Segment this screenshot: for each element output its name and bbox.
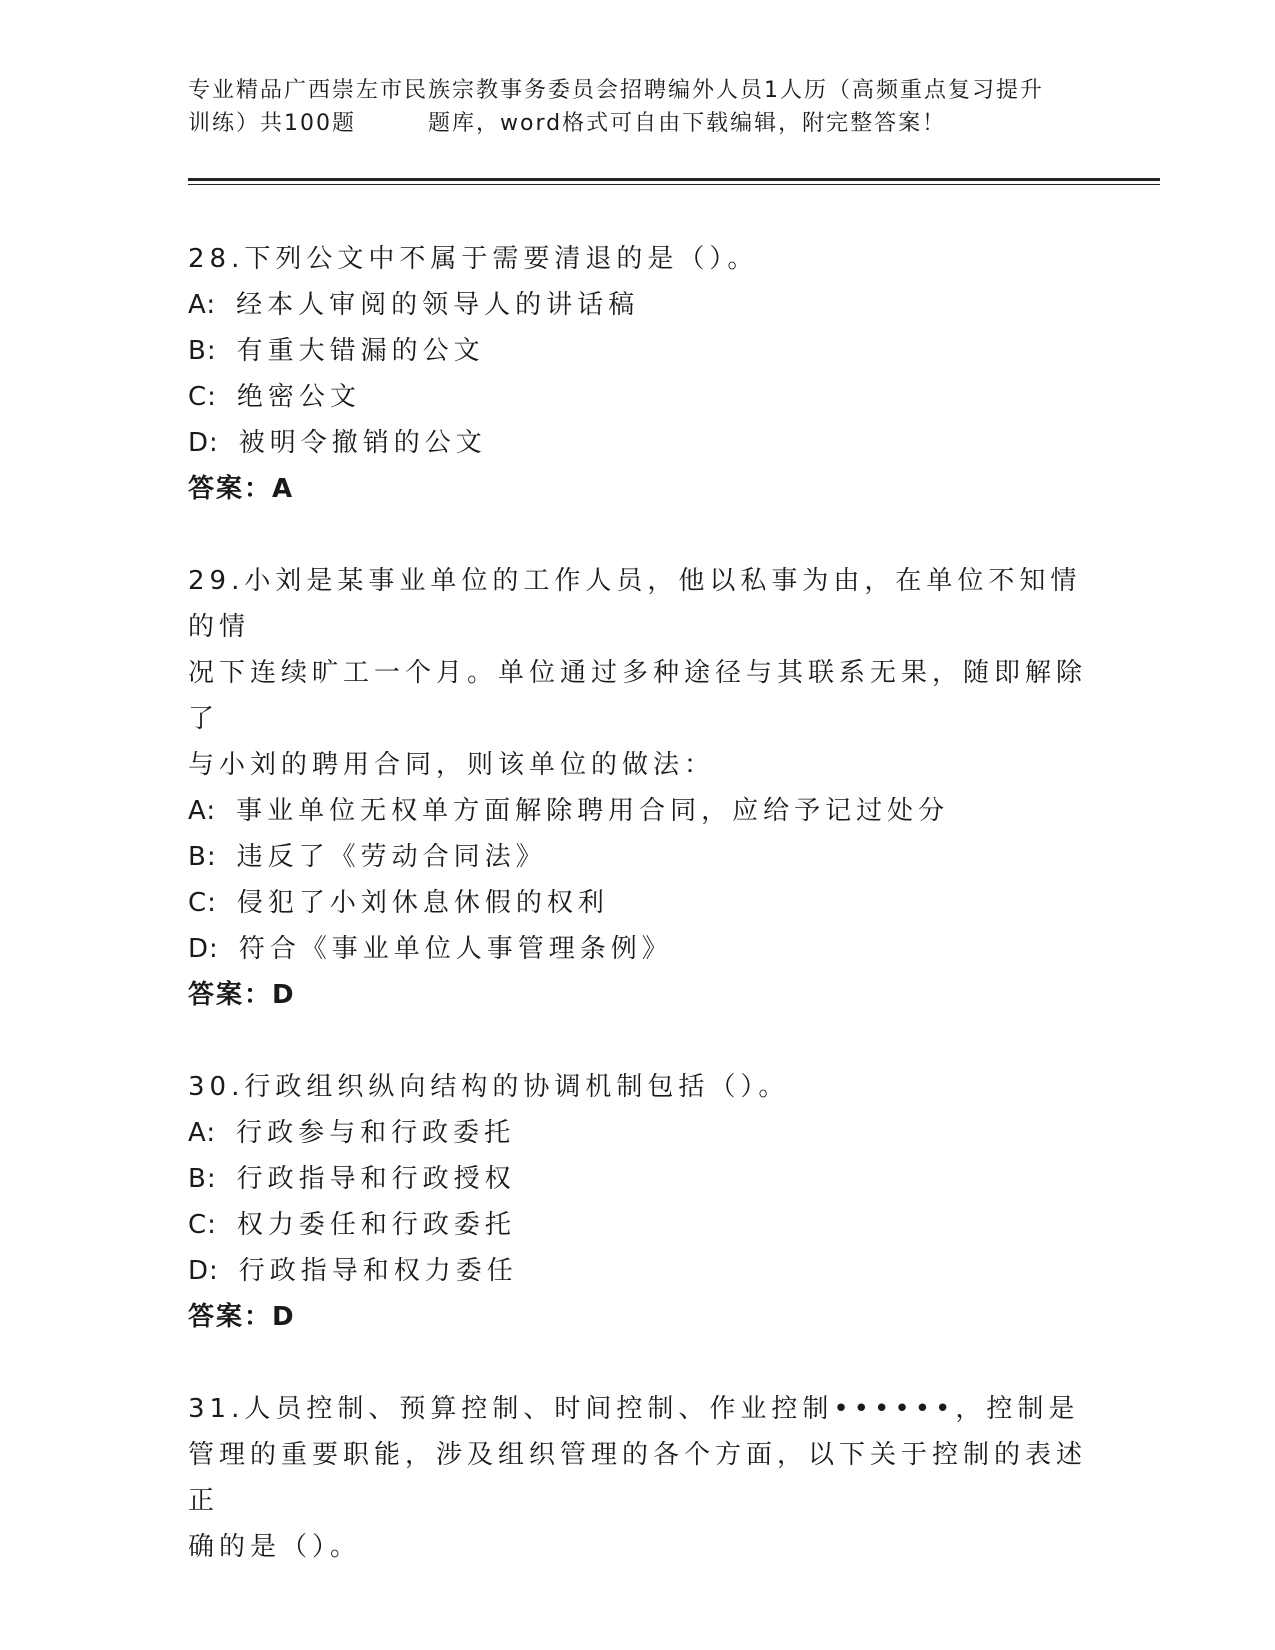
option-letter: A: [188, 290, 217, 320]
answer: 答案：D [188, 980, 296, 1010]
question-list [188, 236, 1088, 1616]
question-text-line: 管理的重要职能，涉及组织管理的各个方面，以下关于控制的表述正 [188, 1440, 1088, 1516]
question-29 [188, 558, 1088, 1018]
header-line-2b: 题库，word格式可自由下载编辑，附完整答案！ [428, 111, 947, 136]
option-a [188, 788, 1088, 834]
option-text: 被明令撤销的公文 [238, 428, 487, 458]
option-text: 经本人审阅的领导人的讲话稿 [236, 290, 640, 320]
question-text-line: 31.人员控制、预算控制、时间控制、作业控制••••••，控制是 [188, 1394, 1080, 1424]
option-letter: D: [188, 934, 219, 964]
option-c [188, 880, 1088, 926]
option-letter: B: [188, 336, 217, 366]
option-letter: C: [188, 382, 217, 412]
option-c [188, 1202, 1088, 1248]
option-text: 违反了《劳动合同法》 [236, 842, 547, 872]
option-b [188, 834, 1088, 880]
option-text: 行政参与和行政委托 [236, 1118, 516, 1148]
question-31 [188, 1386, 1088, 1570]
option-letter: D: [188, 428, 219, 458]
option-text: 符合《事业单位人事管理条例》 [238, 934, 673, 964]
question-text: 30.行政组织纵向结构的协调机制包括（）。 [188, 1072, 790, 1102]
answer: 答案：A [188, 474, 295, 504]
header-line-2a: 训练）共100题 [188, 111, 356, 136]
option-d [188, 926, 1088, 972]
option-text: 绝密公文 [236, 382, 361, 412]
option-text: 行政指导和行政授权 [236, 1164, 516, 1194]
option-d [188, 420, 1088, 466]
option-letter: C: [188, 888, 217, 918]
header-rule-thick [188, 178, 1160, 181]
header-rule-thin [188, 184, 1160, 185]
option-c [188, 374, 1088, 420]
option-a [188, 1110, 1088, 1156]
question-text-line: 与小刘的聘用合同，则该单位的做法： [188, 750, 716, 780]
question-text: 28.下列公文中不属于需要清退的是（）。 [188, 244, 759, 274]
option-letter: B: [188, 1164, 217, 1194]
option-text: 有重大错漏的公文 [236, 336, 485, 366]
question-text-line: 29.小刘是某事业单位的工作人员，他以私事为由，在单位不知情的情 [188, 566, 1082, 642]
option-letter: A: [188, 796, 217, 826]
option-b [188, 328, 1088, 374]
question-28 [188, 236, 1088, 512]
option-letter: B: [188, 842, 217, 872]
option-b [188, 1156, 1088, 1202]
answer: 答案：D [188, 1302, 296, 1332]
option-text: 行政指导和权力委任 [238, 1256, 518, 1286]
document-header [188, 74, 1108, 140]
question-text-line: 况下连续旷工一个月。单位通过多种途径与其联系无果，随即解除了 [188, 658, 1088, 734]
header-line-2 [188, 107, 1108, 140]
option-a [188, 282, 1088, 328]
question-text-line: 确的是（）。 [188, 1532, 362, 1562]
option-letter: A: [188, 1118, 217, 1148]
option-letter: D: [188, 1256, 219, 1286]
header-line-1: 专业精品广西崇左市民族宗教事务委员会招聘编外人员1人历（高频重点复习提升 [188, 78, 1044, 103]
option-d [188, 1248, 1088, 1294]
option-text: 事业单位无权单方面解除聘用合同，应给予记过处分 [236, 796, 950, 826]
question-30 [188, 1064, 1088, 1340]
option-text: 侵犯了小刘休息休假的权利 [236, 888, 609, 918]
option-text: 权力委任和行政委托 [236, 1210, 516, 1240]
option-letter: C: [188, 1210, 217, 1240]
